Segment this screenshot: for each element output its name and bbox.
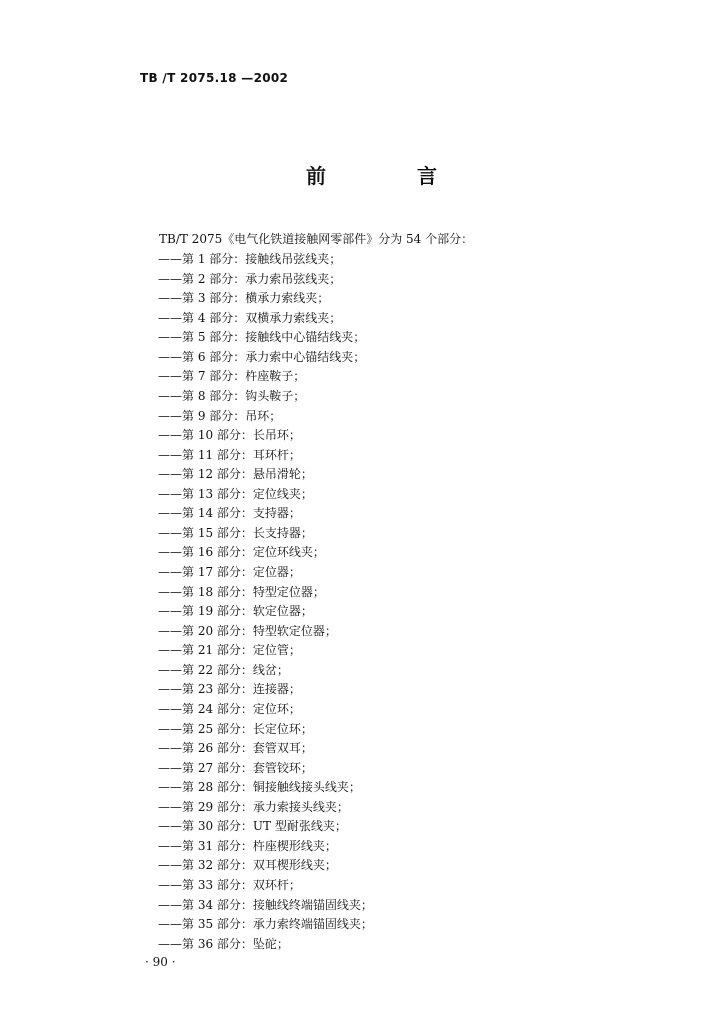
part-list-item: ——第 9 部分：吊环；	[158, 408, 282, 423]
part-list-item: ——第 27 部分：套管铰环；	[158, 760, 313, 775]
part-list-item: ——第 7 部分：杵座鞍子；	[158, 369, 306, 384]
part-list-item: ——第 1 部分：接触线吊弦线夹；	[158, 252, 342, 266]
part-list-item: ——第 24 部分：定位环；	[158, 701, 301, 716]
part-list-item: ——第 4 部分：双横承力索线夹；	[158, 310, 342, 325]
part-list-item: ——第 13 部分：定位线夹；	[158, 486, 313, 501]
part-list-item: ——第 8 部分：钩头鞍子；	[158, 388, 306, 403]
part-list-item: ——第 26 部分：套管双耳；	[158, 741, 313, 756]
section-title: 前 言	[306, 164, 479, 188]
part-list-item: ——第 19 部分：软定位器；	[158, 604, 313, 619]
part-list-item: ——第 12 部分：悬吊滑轮；	[158, 467, 313, 482]
part-list-item: ——第 31 部分：杵座楔形线夹；	[158, 838, 337, 853]
part-list-item: ——第 2 部分：承力索吊弦线夹；	[158, 271, 342, 286]
part-list-item: ——第 11 部分：耳环杆；	[158, 447, 301, 462]
part-list-item: ——第 35 部分：承力索终端锚固线夹；	[158, 917, 373, 932]
part-list-item: ——第 10 部分：长吊环；	[158, 428, 301, 443]
part-list-item: ——第 34 部分：接触线终端锚固线夹；	[158, 897, 373, 912]
part-list	[158, 250, 373, 954]
part-list-item: ——第 21 部分：定位管；	[158, 643, 301, 658]
page-number: · 90 ·	[145, 955, 176, 969]
part-list-item: ——第 29 部分：承力索接头线夹；	[158, 799, 349, 814]
part-list-item: ——第 20 部分：特型软定位器；	[158, 623, 337, 638]
part-list-item: ——第 30 部分：UT 型耐张线夹；	[158, 819, 347, 834]
part-list-item: ——第 18 部分：特型定位器；	[158, 584, 325, 599]
part-list-item: ——第 22 部分：线岔；	[158, 662, 289, 677]
part-list-item: ——第 32 部分：双耳楔形线夹；	[158, 858, 337, 873]
part-list-item: ——第 33 部分：双环杆；	[158, 878, 301, 892]
part-list-item: ——第 16 部分：定位环线夹；	[158, 545, 325, 560]
part-list-item: ——第 17 部分：定位器；	[158, 565, 301, 579]
part-list-item: ——第 15 部分：长支持器；	[158, 525, 313, 540]
part-list-item: ——第 25 部分：长定位环；	[158, 721, 313, 736]
part-list-item: ——第 23 部分：连接器；	[158, 682, 301, 697]
page-header: TB /T 2075.18 —2002	[140, 71, 289, 85]
part-list-item: ——第 3 部分：横承力索线夹；	[158, 291, 330, 306]
part-list-item: ——第 36 部分：坠砣；	[158, 936, 289, 951]
part-list-item: ——第 28 部分：铜接触线接头线夹；	[158, 780, 361, 795]
part-list-item: ——第 6 部分：承力索中心锚结线夹；	[158, 349, 366, 364]
intro-paragraph: TB/T 2075《电气化铁道接触网零部件》分为 54 个部分：	[159, 232, 474, 246]
part-list-item: ——第 5 部分：接触线中心锚结线夹；	[158, 330, 366, 345]
part-list-item: ——第 14 部分：支持器；	[158, 506, 301, 521]
